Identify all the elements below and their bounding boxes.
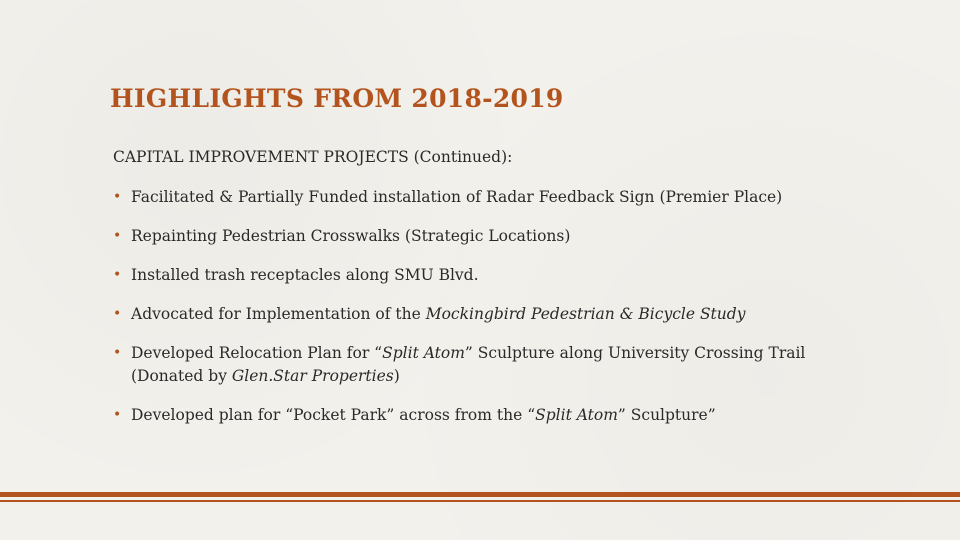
bullet-text: ” Sculpture” xyxy=(617,406,716,424)
bullet-text: Developed plan for “Pocket Park” across from the “ xyxy=(131,406,536,424)
bullet-text: Repainting Pedestrian Crosswalks (Strategic Locations) xyxy=(131,227,571,245)
bullet-item xyxy=(113,264,833,287)
footer-rule-thin xyxy=(0,500,960,502)
bullet-text: ) xyxy=(393,367,400,385)
bullet-text: Advocated for Implementation of the xyxy=(131,305,426,323)
bullet-italic-text: Mockingbird Pedestrian & Bicycle Study xyxy=(425,305,746,323)
bullet-item xyxy=(113,404,833,427)
bullet-item xyxy=(113,342,833,388)
bullet-item xyxy=(113,225,833,248)
bullet-text: Facilitated & Partially Funded installation of Radar Feedback Sign (Premier Place) xyxy=(131,188,783,206)
slide-title: HIGHLIGHTS FROM 2018-2019 xyxy=(110,84,564,113)
bullet-text: Developed Relocation Plan for “ xyxy=(131,344,383,362)
bullet-text: ” Sculpture along University Crossing Trail (Donated by xyxy=(131,344,806,385)
slide-subtitle: CAPITAL IMPROVEMENT PROJECTS (Continued): xyxy=(113,148,513,166)
bullet-item xyxy=(113,303,833,326)
bullet-text: Installed trash receptacles along SMU Blvd. xyxy=(131,266,479,284)
bullet-italic-text: Split Atom xyxy=(382,344,465,362)
bullet-italic-text: Split Atom xyxy=(535,406,618,424)
bullet-italic-text: Glen.Star Properties xyxy=(231,367,394,385)
bullet-item xyxy=(113,186,833,209)
bullet-list xyxy=(113,186,833,443)
footer-rule-thick xyxy=(0,492,960,497)
